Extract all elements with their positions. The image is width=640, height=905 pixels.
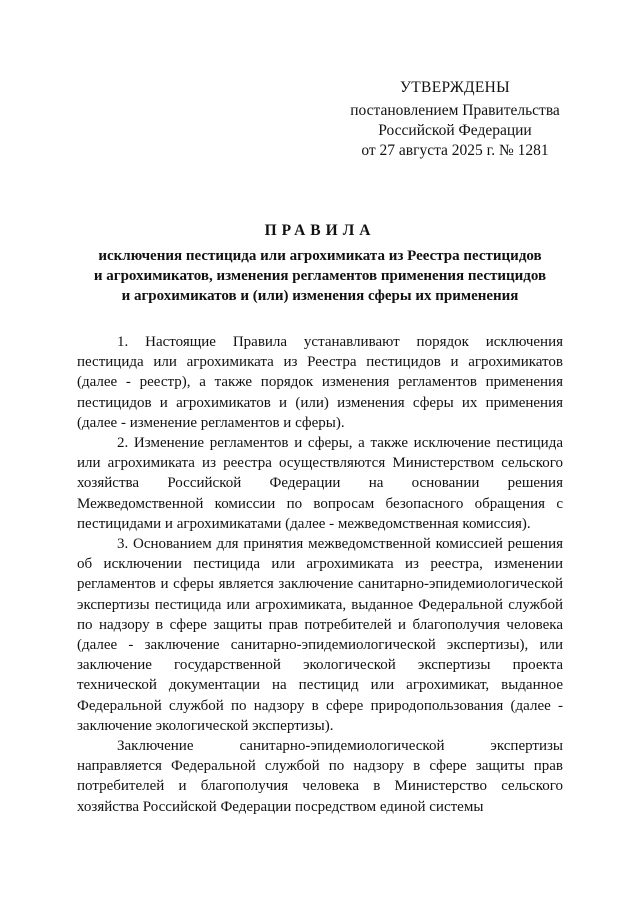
approval-line-1: постановлением Правительства [350,102,560,119]
approval-line-2: Российской Федерации [378,122,532,139]
paragraph-2: 2. Изменение регламентов и сферы, а также исключение пестицида или агрохимиката из реестра осуществляются Министерством сельского хозяйства Российской Федерации на основании решения Межведомственной комиссии по вопросам безопасного обращения с пестицидами и агрохимикатами (далее - межведомственная комиссия). [77,435,563,532]
paragraph-4: Заключение санитарно-эпидемиологической экспертизы направляется Федеральной службой по надзору в сфере защиты прав потребителей и благополучия человека в Министерство сельского хозяйства Российской Федерации посредством единой системы [77,738,563,815]
approval-heading: УТВЕРЖДЕНЫ [400,79,510,96]
subtitle-line-1: исключения пестицида или агрохимиката из Реестра пестицидов [98,248,542,264]
paragraph-1: 1. Настоящие Правила устанавливают порядок исключения пестицида или агрохимиката из Реестра пестицидов и агрохимикатов (далее - реестр), а также порядок изменения регламентов применения пестицидов и агрохимикатов и (или) изменения сферы их применения (далее - изменение регламентов и сферы). [77,334,563,431]
subtitle-line-2: и агрохимикатов, изменения регламентов применения пестицидов [93,268,547,284]
document-body [77,332,563,817]
paragraph-3: 3. Основанием для принятия межведомственной комиссией решения об исключении пестицида или агрохимиката из реестра, изменении регламентов и сферы является заключение санитарно-эпидемиологической экспертизы пестицида или агрохимиката, выданное Федеральной службой по надзору в сфере защиты прав потребителей и благополучия человека (далее - заключение санитарно-эпидемиологической экспертизы), или заключение государственной экологической экспертизы проекта технической документации на пестицид или агрохимикат, выданное Федеральной службой по надзору в сфере природопользования (далее - заключение экологической экспертизы). [77,536,563,734]
subtitle-line-3: и агрохимикатов и (или) изменения сферы их применения [121,288,519,304]
approval-stamp [330,78,580,161]
document-title: ПРАВИЛА [264,222,376,239]
approval-line-3: от 27 августа 2025 г. № 1281 [361,142,549,159]
document-subtitle [70,246,570,306]
